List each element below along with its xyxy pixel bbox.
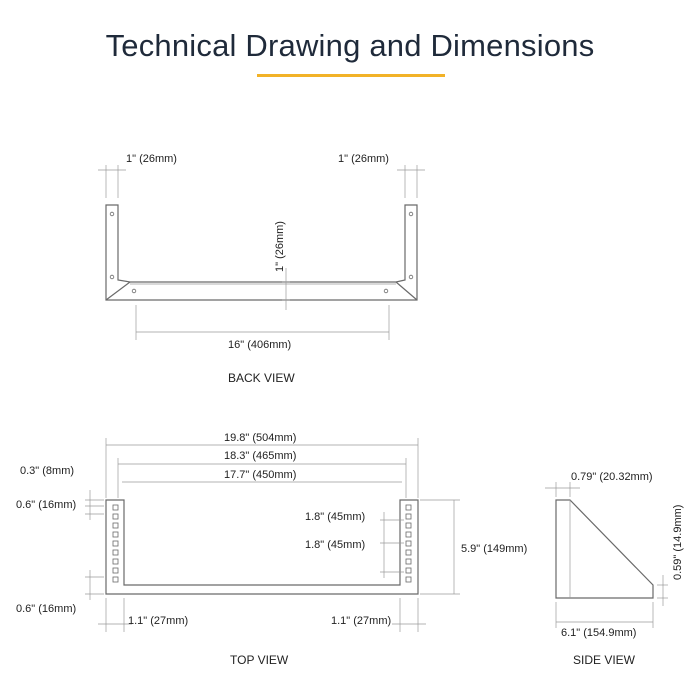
dim-back-vertical: 1" (26mm) [274,221,286,272]
dim-depth: 5.9" (149mm) [461,543,528,555]
back-view-bracket-edge [106,282,130,300]
dim-flange-left: 1.1" (27mm) [128,615,189,627]
back-view-bracket-edge [396,282,417,300]
dim-hole-spacing-2: 1.8" (45mm) [305,539,366,551]
right-hole-column [406,505,411,582]
dim-top-mid: 18.3" (465mm) [224,450,297,462]
page-title: Technical Drawing and Dimensions [105,28,595,63]
dim-back-width: 16" (406mm) [228,339,292,351]
dim-side-right: 0.59" (14.9mm) [672,504,684,580]
top-view-bracket [106,500,418,594]
mount-hole [110,212,114,216]
dim-top-offset: 0.3" (8mm) [20,465,75,477]
side-view-profile [556,500,653,598]
dim-side-bottom: 6.1" (154.9mm) [561,627,637,639]
dim-top-rail: 0.6" (16mm) [16,499,77,511]
dim-bottom-rail: 0.6" (16mm) [16,603,77,615]
mount-hole [132,289,136,293]
left-hole-column [113,505,118,582]
side-view-label: SIDE VIEW [573,653,636,667]
top-view-label: TOP VIEW [230,653,289,667]
back-view-label: BACK VIEW [228,371,295,385]
mount-hole [409,275,413,279]
mount-hole [409,212,413,216]
mount-hole [110,275,114,279]
top-view [16,432,527,667]
back-view-bracket [106,205,417,300]
side-view [545,471,684,667]
dim-hole-spacing-1: 1.8" (45mm) [305,511,366,523]
back-view [98,153,425,385]
dim-flange-right: 1.1" (27mm) [331,615,392,627]
mount-hole [384,289,388,293]
dim-side-top: 0.79" (20.32mm) [571,471,653,483]
dim-back-right: 1" (26mm) [338,153,389,165]
dim-top-inner: 17.7" (450mm) [224,469,297,481]
dim-top-overall: 19.8" (504mm) [224,432,297,444]
dim-back-left: 1" (26mm) [126,153,177,165]
